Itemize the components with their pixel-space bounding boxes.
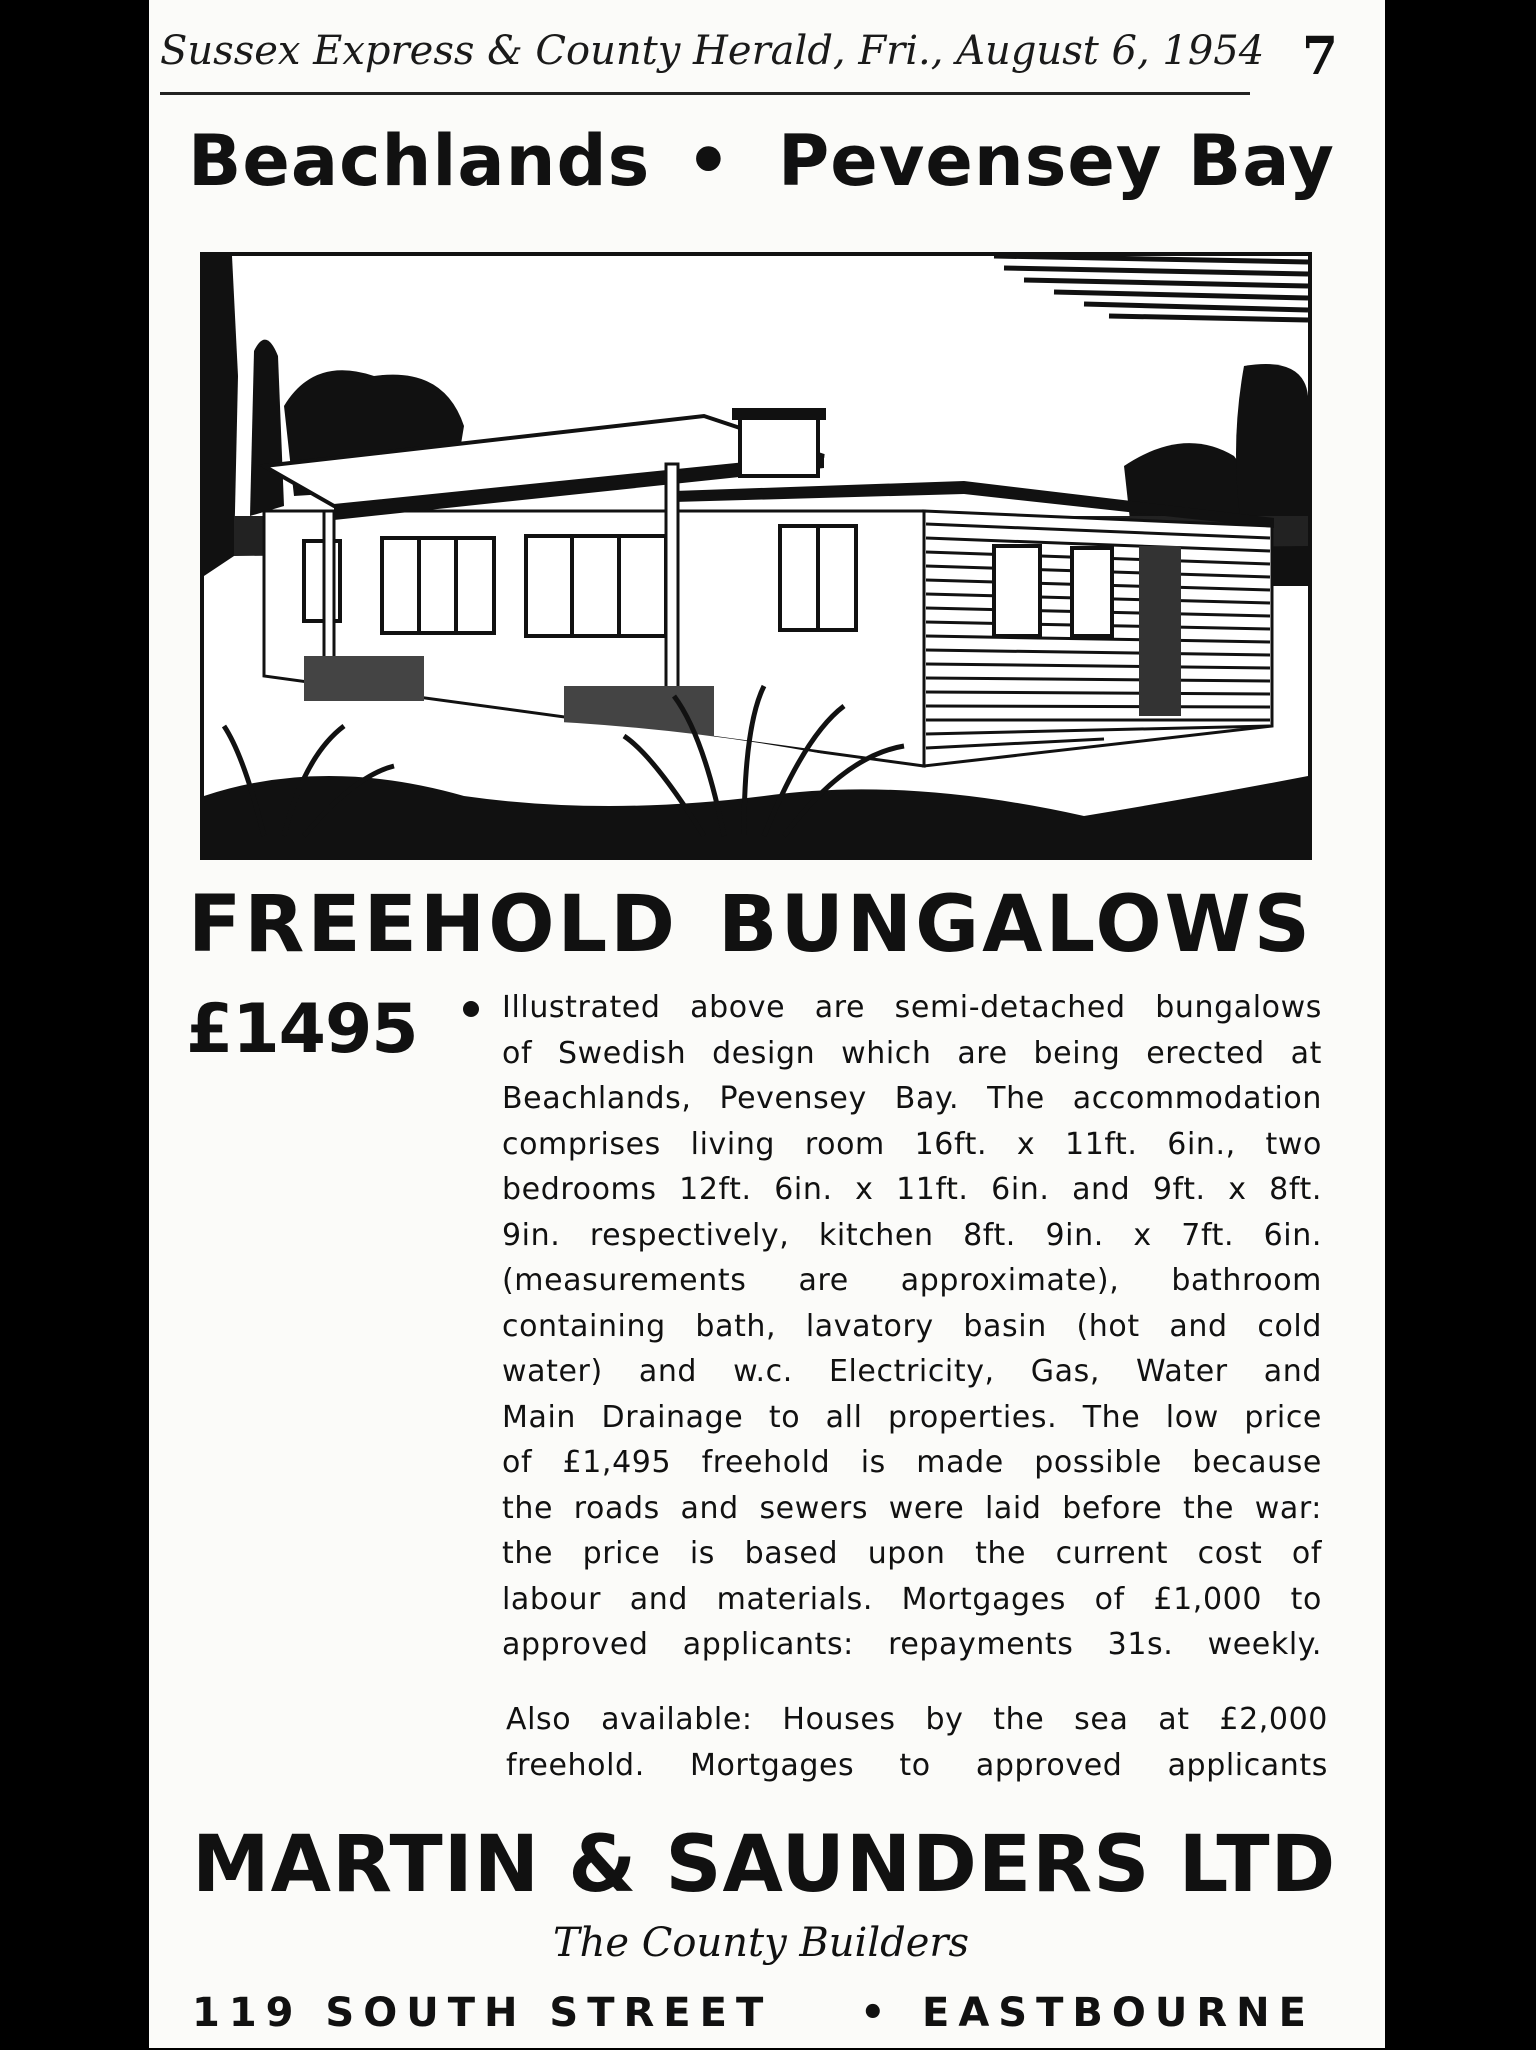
newspaper-dateline: Sussex Express & County Herald, Fri., August 6, 1954 <box>160 28 1265 74</box>
description-line: bedrooms 12ft. 6in. x 11ft. 6in. and 9ft. x 8ft. <box>502 1172 1322 1207</box>
company-address <box>192 1990 1330 2050</box>
company-tagline: The County Builders <box>552 1920 970 1966</box>
description-line: Beachlands, Pevensey Bay. The accommodation <box>502 1081 1322 1116</box>
description-line: approved applicants: repayments 31s. weekly. <box>502 1627 1322 1662</box>
description-line: the roads and sewers were laid before the war: <box>502 1490 1322 1526</box>
description-line: of Swedish design which are being erected at <box>502 1035 1322 1071</box>
page-number: 7 <box>1301 26 1338 87</box>
location-right: Pevensey Bay <box>778 120 1335 202</box>
address-town: EASTBOURNE <box>922 1990 1315 2036</box>
description-line: of £1,495 freehold is made possible because <box>502 1445 1322 1480</box>
also-line: Also available: Houses by the sea at £2,000 <box>506 1702 1328 1737</box>
address-separator: • <box>860 1990 895 2036</box>
location-left: Beachlands <box>188 120 651 202</box>
description-line: the price is based upon the current cost of <box>502 1536 1322 1571</box>
also-line: freehold. Mortgages to approved applicants <box>506 1747 1328 1783</box>
ad-title <box>188 880 1318 970</box>
location-heading <box>188 120 1335 210</box>
also-available-text <box>506 1697 1328 1788</box>
masthead-rule <box>160 92 1250 95</box>
description-line: water) and w.c. Electricity, Gas, Water and <box>502 1354 1322 1389</box>
description-line: comprises living room 16ft. x 11ft. 6in., two <box>502 1126 1322 1162</box>
company-name: MARTIN & SAUNDERS LTD <box>192 1820 1337 1910</box>
price: £1495 <box>186 990 418 1069</box>
description-line: Main Drainage to all properties. The low price <box>502 1399 1322 1435</box>
title-word-freehold: FREEHOLD <box>188 880 678 970</box>
description-line: 9in. respectively, kitchen 8ft. 9in. x 7ft. 6in. <box>502 1217 1322 1253</box>
description-line: containing bath, lavatory basin (hot and cold <box>502 1308 1322 1344</box>
bullet-icon <box>463 1001 479 1017</box>
bungalow-illustration <box>200 252 1312 860</box>
location-separator: • <box>686 120 732 202</box>
title-word-bungalows: BUNGALOWS <box>718 880 1313 970</box>
masthead <box>160 26 1338 94</box>
description-line: Illustrated above are semi-detached bungalows <box>502 990 1322 1025</box>
description-text <box>502 985 1322 1668</box>
description-line: (measurements are approximate), bathroom <box>502 1263 1322 1298</box>
bungalow-drawing <box>204 256 1308 856</box>
address-street: 119 SOUTH STREET <box>192 1990 773 2036</box>
description-line: labour and materials. Mortgages of £1,000 to <box>502 1581 1322 1617</box>
